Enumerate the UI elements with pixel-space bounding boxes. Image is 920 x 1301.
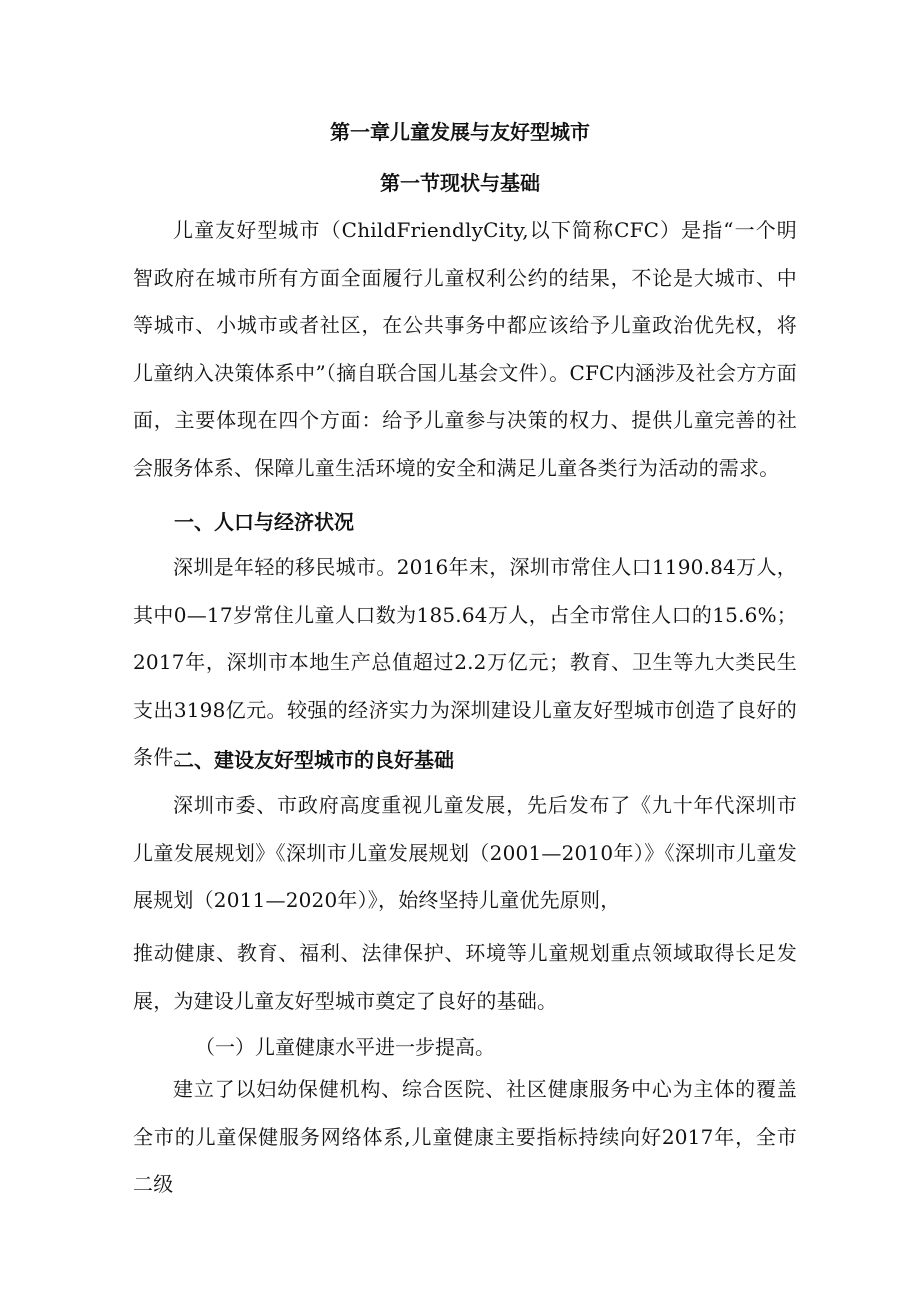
intro-paragraph: 儿童友好型城市（ChildFriendlyCity,以下简称CFC）是指“一个明智政府在城市所有方面全面履行儿童权利公约的结果，不论是大城市、中等城市、小城市或者社区，在公共事务中都应该给予儿童政治优先权，将儿童纳入决策体系中”（摘自联合国儿基会文件）。CFC内涵涉及社会方方面面，主要体现在四个方面：给予儿童参与决策的权力、提供儿童完善的社会服务体系、保障儿童生活环境的安全和满足儿童各类行为活动的需求。	[133, 218, 797, 480]
subheading-child-health: （一）儿童健康水平进一步提高。	[195, 1035, 495, 1059]
section-title: 第一节现状与基础	[380, 171, 540, 195]
paragraph-population: 深圳是年轻的移民城市。2016年末，深圳市常住人口1190.84万人，其中0—17岁常住儿童人口数为185.64万人，占全市常住人口的15.6%；2017年，深圳市本地生产总值超过2.2万亿元；教育、卫生等九大类民生支出3198亿元。较强的经济实力为深圳建设儿童友好型城市创造了良好的条件。	[133, 555, 797, 769]
chapter-title: 第一章儿童发展与友好型城市	[330, 120, 590, 144]
paragraph-planning: 深圳市委、市政府高度重视儿童发展，先后发布了《九十年代深圳市儿童发展规划》《深圳市儿童发展规划（2001—2010年）》《深圳市儿童发展规划（2011—2020年）》，始终坚持儿童优先原则，	[133, 793, 797, 912]
paragraph-health-network: 建立了以妇幼保健机构、综合医院、社区健康服务中心为主体的覆盖全市的儿童保健服务网络体系,儿童健康主要指标持续向好2017年，全市二级	[133, 1077, 797, 1196]
heading-foundation: 二、建设友好型城市的良好基础	[174, 748, 454, 772]
paragraph-development: 推动健康、教育、福利、法律保护、环境等儿童规划重点领域取得长足发展，为建设儿童友好型城市奠定了良好的基础。	[133, 941, 797, 1013]
heading-population-economy: 一、人口与经济状况	[174, 510, 354, 534]
